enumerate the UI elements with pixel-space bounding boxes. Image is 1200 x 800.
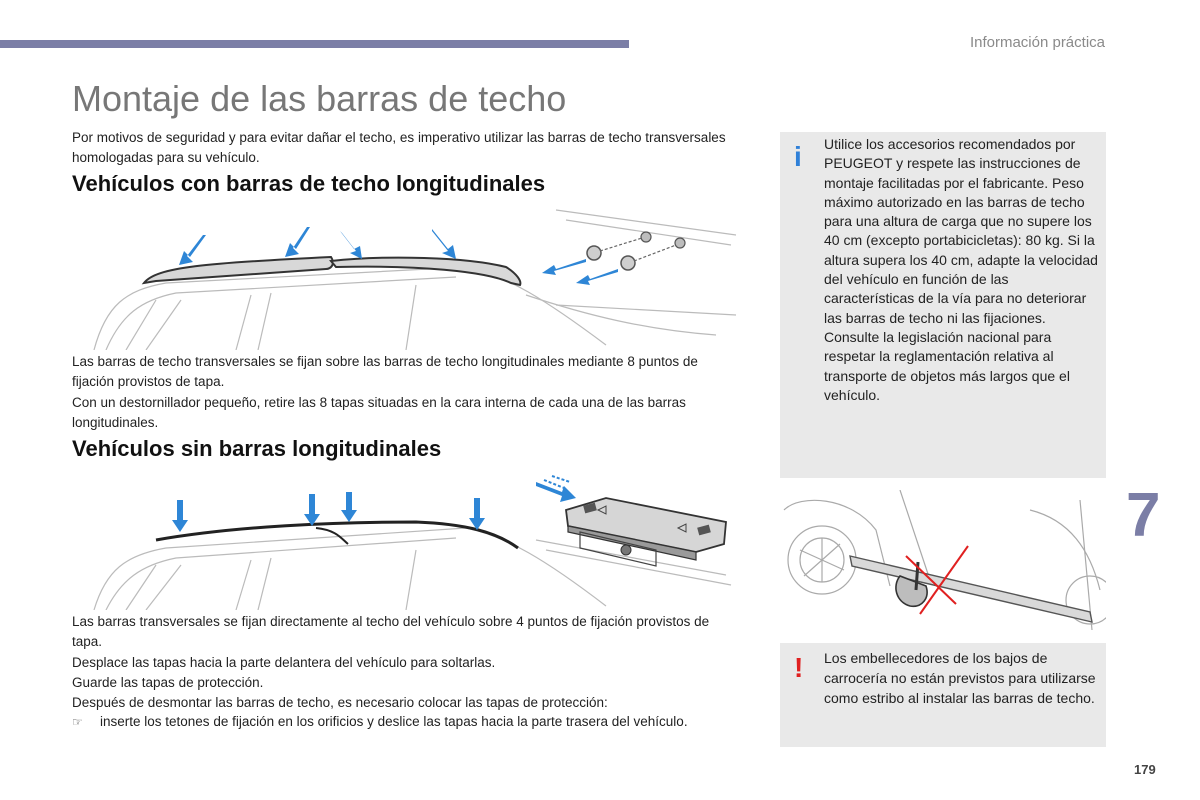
section1-heading: Vehículos con barras de techo longitudinales [72,171,546,196]
info-box-text: Utilice los accesorios recomendados por PEUGEOT y respete las instrucciones de montaje facilitadas por el fabricante. Peso máximo autorizado en las barras de techo para una altura de carga que no supere los 40 cm (excepto portabicicletas): 80 kg. Si la altura supera los 40 cm, adapte la velocidad del vehículo en función de las características de la vía para no deteriorar las barras de techo ni las fijaciones. Consulte la legislación nacional para respetar la reglamentación relativa al transporte de objetos más largos que el vehículo. [824,136,1098,403]
section1-para2: Con un destornillador pequeño, retire las 8 tapas situadas en la cara interna de cada una de las barras longitudinales. [72,395,686,430]
section1-para1: Las barras de techo transversales se fijan sobre las barras de techo longitudinales mediante 8 puntos de fijación provistos de tapa. [72,354,698,389]
longitudinal-bars-illustration [86,205,742,350]
section2-para4: Después de desmontar las barras de techo, es necesario colocar las tapas de protección: [72,695,608,710]
page-title: Montaje de las barras de techo [72,78,567,119]
intro-paragraph: Por motivos de seguridad y para evitar dañar el techo, es imperativo utilizar las barras de techo transversales homologadas para su vehículo. [72,130,726,165]
section2-para2: Desplace las tapas hacia la parte delantera del vehículo para soltarlas. [72,655,496,670]
warning-icon: ! [794,652,804,683]
info-icon: i [794,141,802,172]
side-step-warning-illustration [780,490,1106,636]
header-accent-bar [0,40,629,48]
info-box [780,132,1106,478]
page-number: 179 [1134,762,1156,777]
warning-box [780,643,1106,747]
section2-para1: Las barras transversales se fijan directamente al techo del vehículo sobre 4 puntos de fijación provistos de tapa. [72,614,710,649]
bullet-text: inserte los tetones de fijación en los orificios y deslice las tapas hacia la parte trasera del vehículo. [100,714,688,729]
warning-box-text: Los embellecedores de los bajos de carrocería no están previstos para utilizarse como estribo al instalar las barras de techo. [824,650,1096,706]
pointing-hand-icon: ☞ [72,715,83,729]
section2-heading: Vehículos sin barras longitudinales [72,436,442,461]
chapter-number: 7 [1126,481,1161,550]
section-label: Información práctica [969,34,1105,51]
no-longitudinal-bars-illustration [86,470,742,610]
section2-para3: Guarde las tapas de protección. [72,675,264,690]
